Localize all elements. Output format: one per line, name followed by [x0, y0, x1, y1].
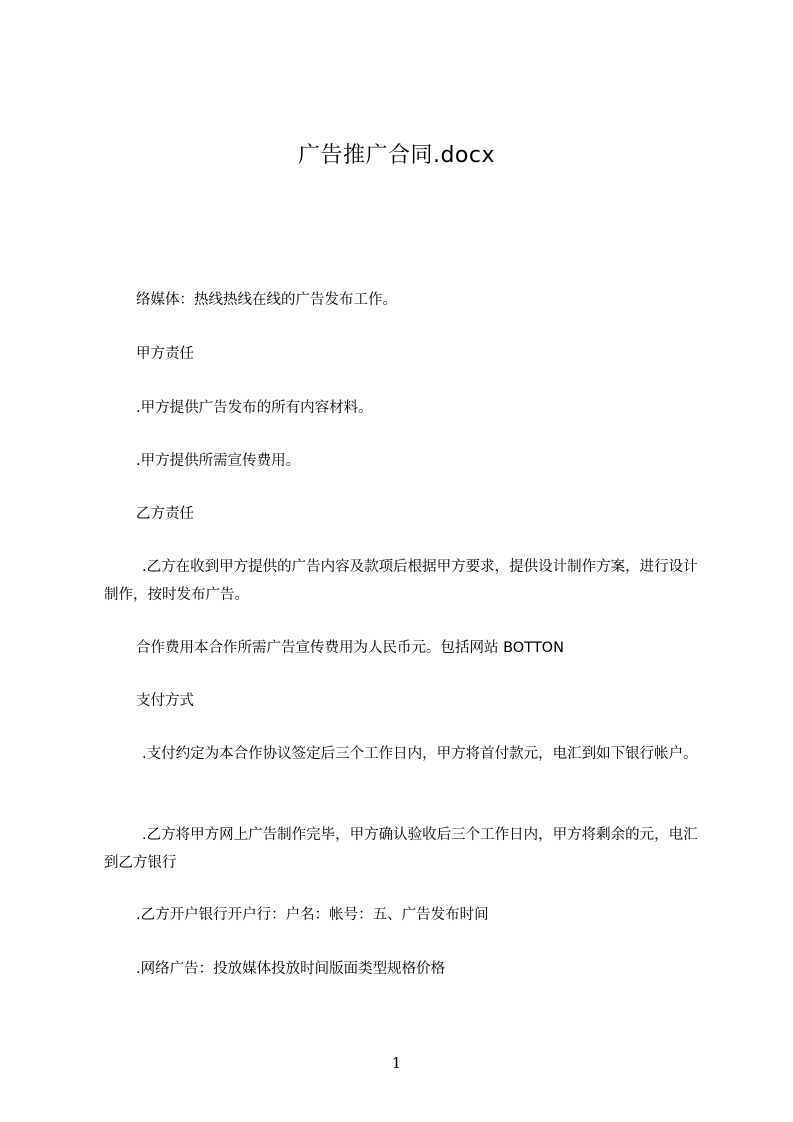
paragraph-5 — [104, 500, 704, 528]
paragraph-9 — [104, 740, 704, 768]
paragraph-8 — [104, 687, 704, 715]
paragraph-12 — [104, 955, 704, 983]
paragraph-text: .乙方开户银行开户行：户名：帐号：五、广告发布时间 — [136, 907, 489, 923]
page-number: 1 — [391, 1054, 402, 1072]
paragraph-3 — [104, 394, 704, 422]
paragraph-10 — [104, 821, 704, 877]
paragraph-text: 络媒体：热线热线在线的广告发布工作。 — [136, 292, 397, 308]
paragraph-1 — [104, 286, 704, 314]
document-title: 广告推广合同.docx — [297, 143, 496, 168]
paragraph-2 — [104, 340, 704, 368]
paragraph-6 — [104, 553, 704, 609]
paragraph-11 — [104, 901, 704, 929]
paragraph-text: .乙方将甲方网上广告制作完毕，甲方确认验收后三个工作日内，甲方将剩余的元，电汇到乙方银行 — [104, 827, 698, 871]
section-heading: 乙方责任 — [136, 506, 194, 522]
paragraph-text: .网络广告：投放媒体投放时间版面类型规格价格 — [136, 961, 446, 977]
paragraph-4 — [104, 447, 704, 475]
section-heading: 支付方式 — [136, 693, 194, 709]
paragraph-text: 合作费用本合作所需广告宣传费用为人民币元。包括网站 BOTTON — [136, 640, 564, 656]
paragraph-text: .甲方提供所需宣传费用。 — [136, 453, 301, 469]
paragraph-text: .支付约定为本合作协议签定后三个工作日内，甲方将首付款元，电汇到如下银行帐户。 — [142, 746, 698, 762]
paragraph-text: .乙方在收到甲方提供的广告内容及款项后根据甲方要求，提供设计制作方案，进行设计制作，按时发布广告。 — [104, 559, 698, 603]
paragraph-text: .甲方提供广告发布的所有内容材料。 — [136, 400, 373, 416]
paragraph-7 — [104, 634, 704, 662]
section-heading: 甲方责任 — [136, 346, 194, 362]
